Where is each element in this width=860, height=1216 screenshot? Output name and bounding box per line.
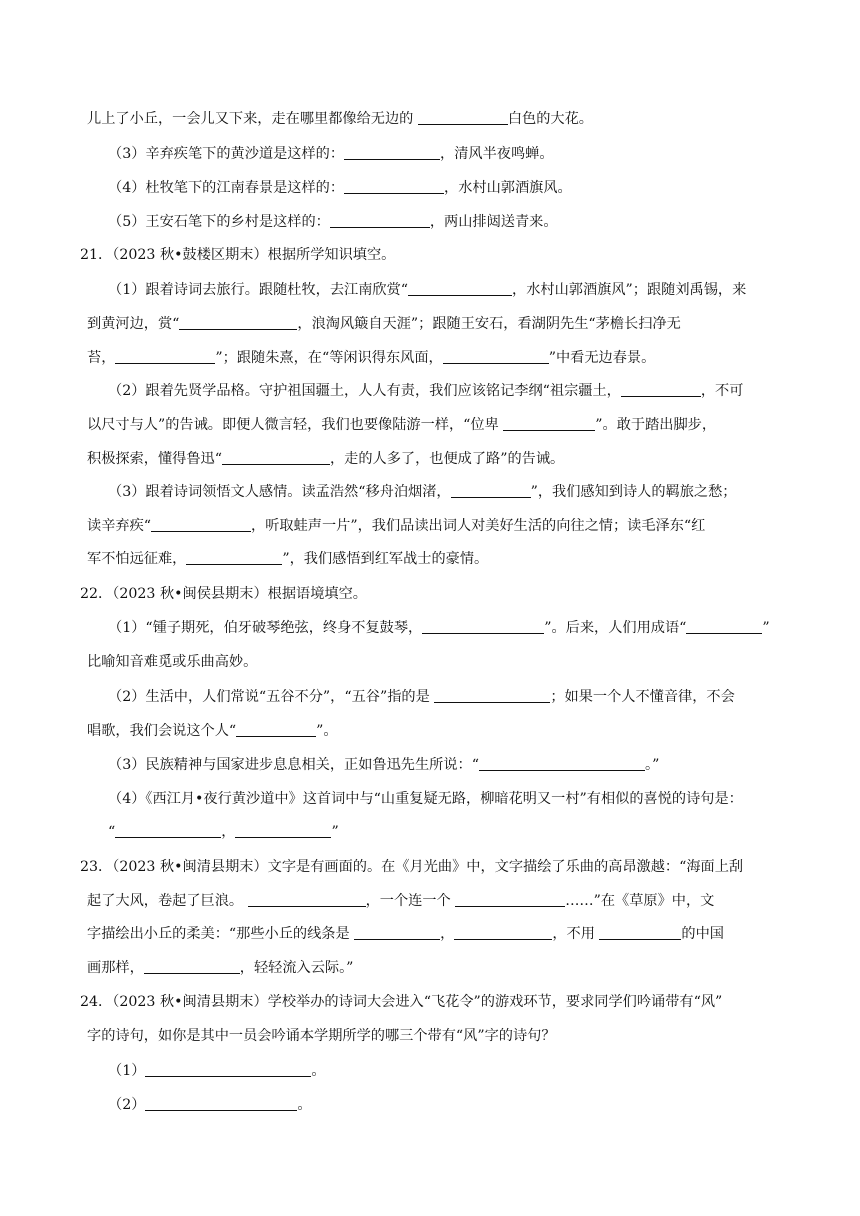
q22-line: “ ， ” xyxy=(108,824,339,840)
fill-blank[interactable] xyxy=(443,349,549,364)
q20-item-5: （5）王安石笔下的乡村是这样的： ，两山排闼送青来。 xyxy=(108,214,558,230)
q20-text-line: 儿上了小丘，一会儿又下来，走在哪里都像给无边的 白色的大花。 xyxy=(87,111,593,127)
q22-line: （3）民族精神与国家进步息息相关，正如鲁迅先生所说：“ 。” xyxy=(108,757,660,773)
q23-line: 起了大风，卷起了巨浪。 ，一个连一个 ……”在《草原》中，文 xyxy=(87,893,715,909)
fill-blank[interactable] xyxy=(479,756,645,771)
q22-line: 比喻知音难觅或乐曲高妙。 xyxy=(87,654,258,670)
fill-blank[interactable] xyxy=(115,823,221,838)
q21-line: （2）跟着先贤学品格。守护祖国疆土，人人有责，我们应该铭记李纲“祖宗疆土， ，不可 xyxy=(108,383,744,399)
q21-line: 以尺寸与人”的告诫。即便人微言轻，我们也要像陆游一样，“位卑 ”。敢于踏出脚步， xyxy=(87,417,717,433)
fill-blank[interactable] xyxy=(503,416,595,431)
fill-blank[interactable] xyxy=(179,315,297,330)
q21-line: 到黄河边，赏“ ，浪淘风簸自天涯”；跟随王安石，看湖阴先生“茅檐长扫净无 xyxy=(87,316,681,332)
fill-blank[interactable] xyxy=(248,892,366,907)
q21-line: （3）跟着诗词领悟文人感情。读孟浩然“移舟泊烟渚， ”，我们感知到诗人的羁旅之愁； xyxy=(108,484,737,500)
fill-blank[interactable] xyxy=(344,145,440,160)
fill-blank[interactable] xyxy=(408,281,512,296)
fill-blank[interactable] xyxy=(145,1096,297,1111)
q23-line: 字描绘出小丘的柔美：“那些小丘的线条是 ， ，不用 的中国 xyxy=(87,926,724,942)
fill-blank[interactable] xyxy=(145,1062,311,1077)
question-24-title: 24．（2023 秋•闽清县期末）学校举办的诗词大会进入“飞花令”的游戏环节，要求同学们吟诵带有“风” xyxy=(80,994,723,1010)
q21-line: 苔， ”；跟随朱熹，在“等闲识得东风面， ”中看无边春景。 xyxy=(87,350,656,366)
fill-blank[interactable] xyxy=(455,892,565,907)
fill-blank[interactable] xyxy=(236,722,316,737)
q21-line: 积极探索，懂得鲁迅“ ，走的人多了，也便成了路”的告诫。 xyxy=(87,451,565,467)
fill-blank[interactable] xyxy=(354,925,440,940)
fill-blank[interactable] xyxy=(330,213,430,228)
q22-line: 唱歌，我们会说这个人“ ”。 xyxy=(87,723,338,739)
fill-blank[interactable] xyxy=(686,619,762,634)
q21-line: （1）跟着诗词去旅行。跟随杜牧，去江南欣赏“ ，水村山郭酒旗风”；跟随刘禹锡，来 xyxy=(108,282,747,298)
question-23-title: 23．（2023 秋•闽清县期末）文字是有画面的。在《月光曲》中，文字描绘了乐曲的高昂激越：“海面上刮 xyxy=(80,859,744,875)
question-22-title: 22．（2023 秋•闽侯县期末）根据语境填空。 xyxy=(80,586,367,602)
fill-blank[interactable] xyxy=(144,959,240,974)
q23-line: 画那样， ，轻轻流入云际。” xyxy=(87,960,354,976)
q24-item-1: （1） 。 xyxy=(108,1063,326,1079)
q22-line: （1）“锺子期死，伯牙破琴绝弦，终身不复鼓琴， ”。后来，人们用成语“ ” xyxy=(108,620,770,636)
fill-blank[interactable] xyxy=(454,925,552,940)
q21-line: 军不怕远征难， ”，我们感悟到红军战士的豪情。 xyxy=(87,551,489,567)
q20-item-4: （4）杜牧笔下的江南春景是这样的： ，水村山郭酒旗风。 xyxy=(108,180,572,196)
q22-line: （4）《西江月•夜行黄沙道中》这首词中与“山重复疑无路，柳暗花明又一村”有相似的喜悦的诗句是： xyxy=(108,791,743,807)
fill-blank[interactable] xyxy=(422,619,544,634)
q20-item-3: （3）辛弃疾笔下的黄沙道是这样的： ，清风半夜鸣蝉。 xyxy=(108,146,554,162)
q22-line: （2）生活中，人们常说“五谷不分”，“五谷”指的是 ；如果一个人不懂音律，不会 xyxy=(108,689,735,705)
fill-blank[interactable] xyxy=(599,925,681,940)
q24-item-2: （2） 。 xyxy=(108,1097,312,1113)
fill-blank[interactable] xyxy=(115,349,215,364)
q21-line: 读辛弃疾“ ，听取蛙声一片”，我们品读出词人对美好生活的向往之情；读毛泽东“红 xyxy=(87,518,706,534)
fill-blank[interactable] xyxy=(151,517,251,532)
fill-blank[interactable] xyxy=(235,823,331,838)
fill-blank[interactable] xyxy=(621,382,701,397)
question-21-title: 21．（2023 秋•鼓楼区期末）根据所学知识填空。 xyxy=(80,247,396,263)
fill-blank[interactable] xyxy=(418,110,508,125)
fill-blank[interactable] xyxy=(434,688,550,703)
fill-blank[interactable] xyxy=(222,450,330,465)
fill-blank[interactable] xyxy=(451,483,531,498)
fill-blank[interactable] xyxy=(186,550,282,565)
q24-line: 字的诗句，如你是其中一员会吟诵本学期所学的哪三个带有“风”字的诗句？ xyxy=(87,1028,556,1044)
fill-blank[interactable] xyxy=(344,179,444,194)
